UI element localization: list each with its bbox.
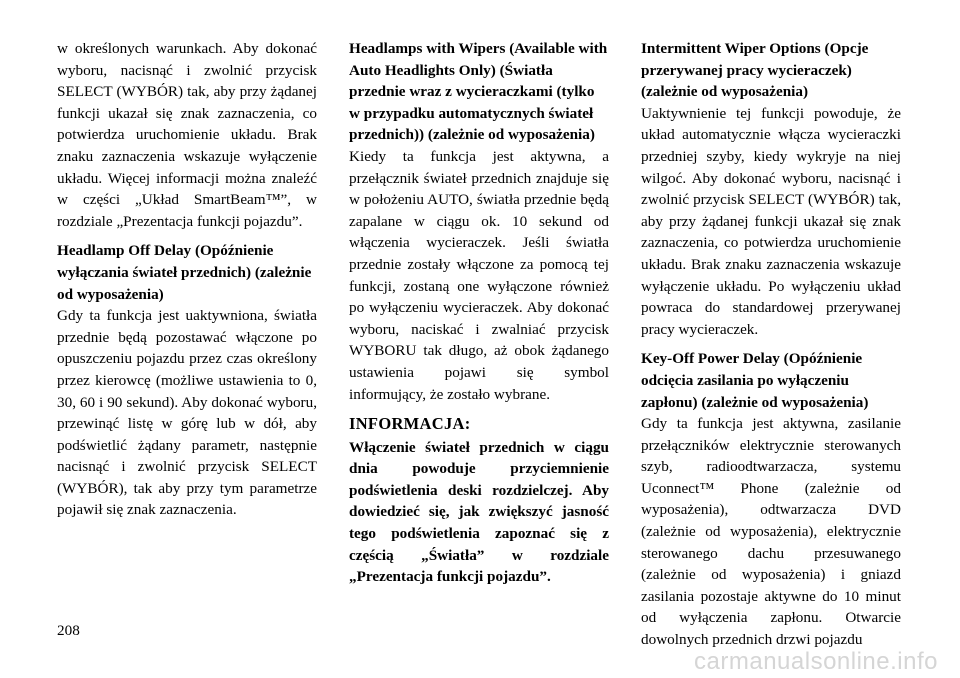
section-heading: Intermittent Wiper Options (Opcje przerywanej pracy wycieraczek) (zależnie od wyposażenia) [641, 40, 869, 101]
paragraph: Gdy ta funkcja jest aktywna, zasilanie przełączników elektrycznie sterowanych szyb, radioodtwarzacza, systemu Uconnect™ Phone (zależnie od wyposażenia), odtwarzacza DVD (zależnie od wyposażenia), elektrycznie sterowanego dachu przesuwanego (zależnie od wyposażenia) i gniazd zasilania pozostaje aktywne do 10 minut od wyłączenia zapłonu. Otwarcie dowolnych przednich drzwi pojazdu [641, 415, 901, 649]
section-heading: Key-Off Power Delay (Opóźnienie odcięcia zasilania po wyłączeniu zapłonu) (zależnie od wyposażenia) [641, 350, 869, 411]
watermark: carmanualsonline.info [694, 648, 938, 675]
column-3 [641, 38, 901, 659]
paragraph: Kiedy ta funkcja jest aktywna, a przełącznik świateł przednich znajduje się w położeniu AUTO, światła przednie będą zapalane w ciągu ok. 10 sekund od włączenia wycieraczek. Jeśli światła przednie zostały włączone za pomocą tej funkcji, zostaną one wyłączone również po wyłączeniu wycieraczek. Aby dokonać wyboru, naciskać i zwalniać przycisk WYBORU tak długo, aż obok żądanego ustawienia pojawi się symbol informujący, że zostało wybrane. [349, 147, 609, 403]
column-2 [349, 38, 609, 596]
note-title: INFORMACJA: [349, 414, 471, 434]
paragraph: Uaktywnienie tej funkcji powoduje, że układ automatycznie włącza wycieraczki przedniej szyby, kiedy wykryje na niej wilgoć. Aby dokonać wyboru, nacisnąć i zwolnić przycisk SELECT (WYBÓR) tak, aby przy żądanej funkcji ukazał się znak zaznaczenia, co potwierdza uruchomienie układu. Brak znaku zaznaczenia wskazuje wyłączenie układu. Po wyłączeniu układ powraca do standardowej przerywanej pracy wycieraczek. [641, 104, 901, 338]
paragraph: w określonych warunkach. Aby dokonać wyboru, nacisnąć i zwolnić przycisk SELECT (WYBÓR) tak, aby przy żądanej funkcji ukazał się znak zaznaczenia, co potwierdza uruchomienie układu. Brak znaku zaznaczenia wskazuje wyłączenie układu. Więcej informacji można znaleźć w części „Układ SmartBeam™”, w rozdziale „Prezentacja funkcji pojazdu”. [57, 40, 317, 230]
section-heading: Headlamps with Wipers (Available with Auto Headlights Only) (Światła przednie wraz z wycieraczkami (tylko w przypadku automatycznych świateł przednich)) (zależnie od wyposażenia) [349, 40, 608, 144]
column-1 [57, 38, 317, 529]
page-number: 208 [57, 622, 80, 639]
paragraph: Gdy ta funkcja jest uaktywniona, światła przednie będą pozostawać włączone po opuszczeniu pojazdu przez czas określony przez kierowcę (możliwe ustawienia to 0, 30, 60 i 90 sekund). Aby dokonać wyboru, przewinąć listę w górę lub w dół, aby podświetlić żądany parametr, następnie nacisnąć i zwolnić przycisk SELECT (WYBÓR), tak aby przy tym parametrze pojawił się znak zaznaczenia. [57, 307, 317, 519]
note-body: Włączenie świateł przednich w ciągu dnia powoduje przyciemnienie podświetlenia deski rozdzielczej. Aby dowiedzieć się, jak zwiększyć jasność tego podświetlenia zapoznać się z częścią „Światła” w rozdziale „Prezentacja funkcji pojazdu”. [349, 438, 609, 586]
section-heading: Headlamp Off Delay (Opóźnienie wyłączania świateł przednich) (zależnie od wyposażenia) [57, 242, 312, 303]
